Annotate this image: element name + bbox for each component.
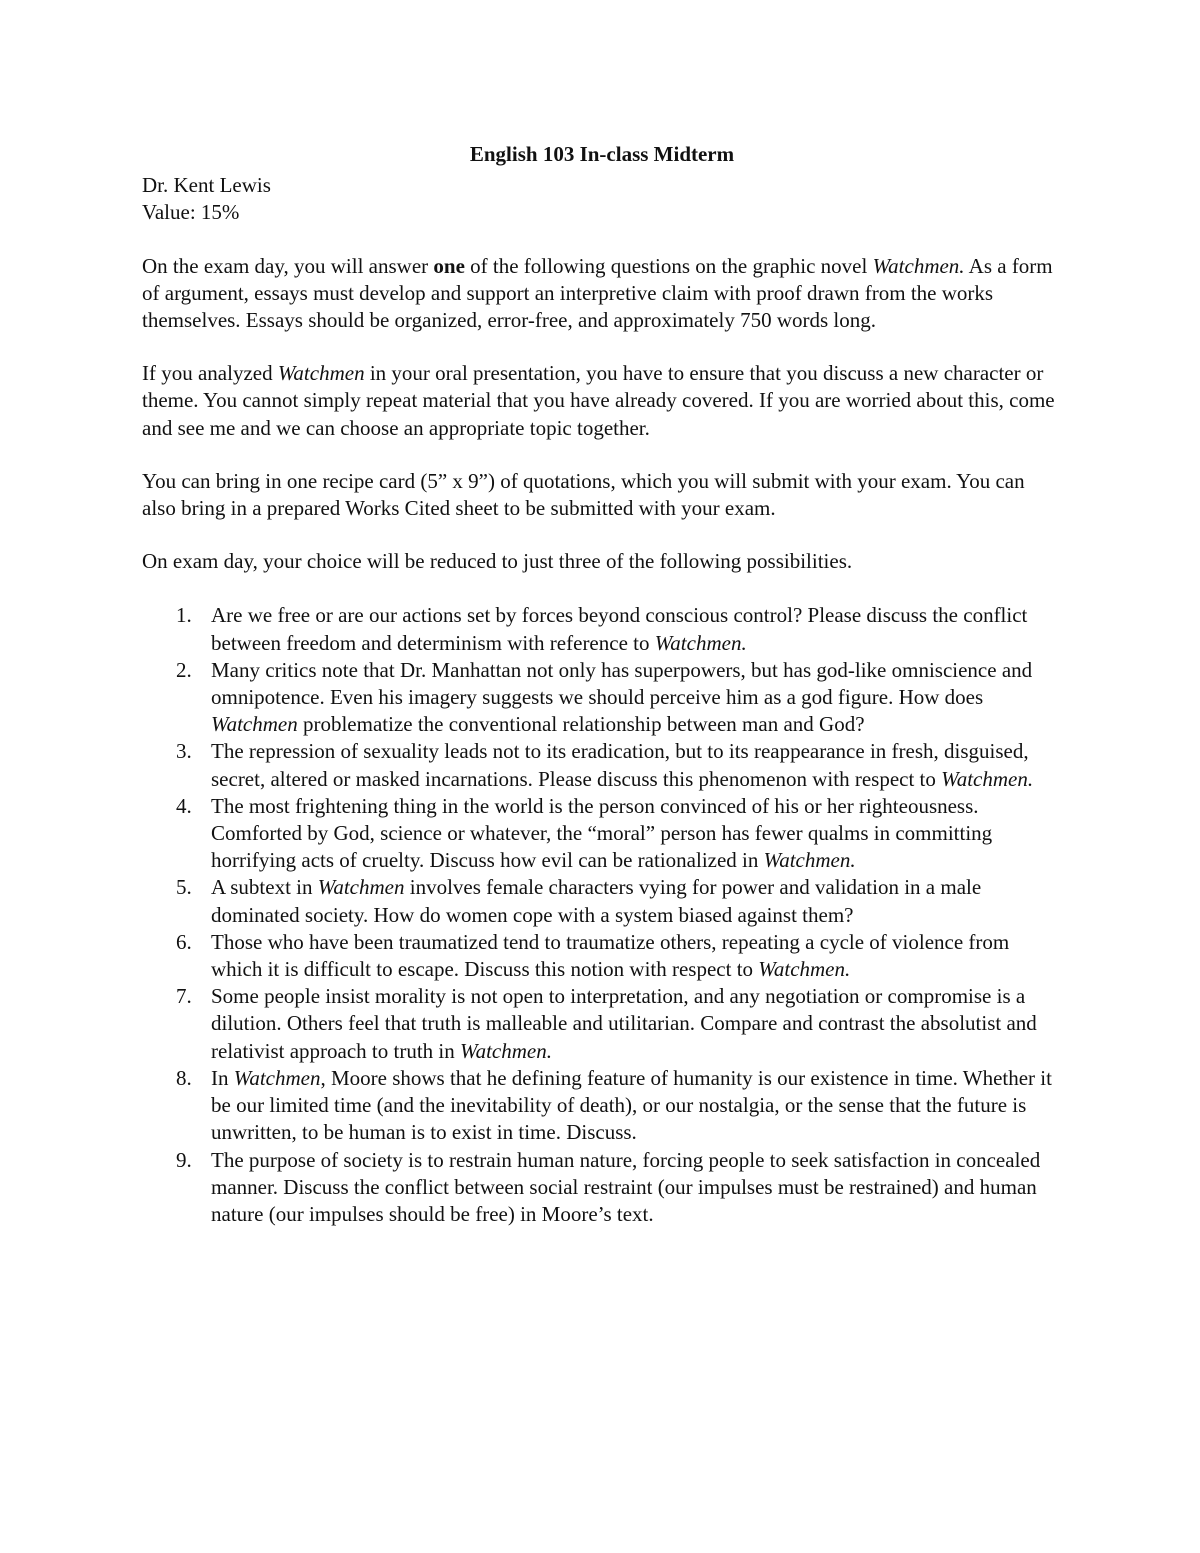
materials-paragraph: You can bring in one recipe card (5” x 9”) of quotations, which you will submit with your exam. You can also bring in a prepared Works Cited sheet to be submitted with your exam. (142, 468, 1025, 521)
question-text-continued: , Moore shows that he defining feature of humanity is our existence in time. Whether it be our limited time (and the inevitability of death), or our nostalgia, or the sense that the future is unwritten, to be human is to exist in time. Discuss. (211, 1065, 1052, 1145)
question-number: 4. (176, 793, 192, 818)
question-number: 2. (176, 657, 192, 682)
question-text: The purpose of society is to restrain human nature, forcing people to seek satisfaction in concealed manner. Discuss the conflict between social restraint (our impulses must be restrained) and human nature (our impulses should be free) in Moore’s text. (211, 1147, 1041, 1226)
question-book-title: Watchmen (317, 875, 405, 900)
question-item (142, 1147, 1062, 1229)
question-text: Are we free or are our actions set by forces beyond conscious control? Please discuss the conflict between freedom and determinism with reference to (211, 603, 1028, 655)
oral-text-2: in your oral presentation, you have to ensure that you discuss a new character or theme. You cannot simply repeat material that you have already covered. If you are worried about this, come and see me and we can choose an appropriate topic together. (142, 361, 1055, 440)
question-text: A subtext in (211, 875, 318, 900)
question-book-title: Watchmen. (654, 630, 747, 655)
question-text: Some people insist morality is not open to interpretation, and any negotiation or compromise is a dilution. Others feel that truth is malleable and utilitarian. Compare and contrast the absolutist and relativist approach to truth in (211, 984, 1037, 1063)
choice-paragraph: On exam day, your choice will be reduced to just three of the following possibilities. (142, 549, 853, 574)
question-number: 5. (176, 875, 192, 900)
question-book-title: Watchmen. (763, 848, 856, 873)
question-book-title: Watchmen. (758, 957, 851, 982)
document-title: English 103 In-class Midterm (469, 142, 735, 166)
oral-book-title: Watchmen (277, 361, 365, 386)
questions-list (142, 602, 1062, 1228)
intro-text-2: of the following questions on the graphic novel (464, 253, 873, 278)
question-number: 1. (176, 603, 192, 628)
question-item (142, 983, 1062, 1065)
oral-presentation-paragraph (142, 360, 1062, 442)
question-number: 9. (176, 1147, 192, 1172)
question-text-continued: problematize the conventional relationship between man and God? (297, 712, 865, 737)
question-book-title: Watchmen (211, 712, 298, 737)
intro-text-1: On the exam day, you will answer (142, 253, 434, 278)
intro-book-title: Watchmen. (872, 253, 965, 278)
question-item (142, 874, 1062, 928)
question-text: The repression of sexuality leads not to its eradication, but to its reappearance in fresh, disguised, secret, altered or masked incarnations. Please discuss this phenomenon with respect to (211, 739, 1029, 791)
document-body (142, 141, 1062, 1228)
question-number: 7. (176, 984, 192, 1009)
question-item (142, 929, 1062, 983)
intro-text-3: As a form of argument, essays must develop and support an interpretive claim with proof drawn from the works themselves. Essays should be organized, error-free, and approximately 750 words long. (142, 253, 1053, 333)
question-item (142, 738, 1062, 792)
question-item (142, 602, 1062, 656)
question-item (142, 657, 1062, 739)
instructor-name: Dr. Kent Lewis (142, 173, 271, 198)
question-text: Those who have been traumatized tend to traumatize others, repeating a cycle of violence from which it is difficult to escape. Discuss this notion with respect to (211, 929, 1010, 982)
exam-value: Value: 15% (142, 200, 240, 225)
oral-text-1: If you analyzed (142, 361, 278, 386)
question-number: 3. (176, 739, 192, 764)
question-item (142, 793, 1062, 875)
intro-paragraph (142, 253, 1062, 335)
question-book-title: Watchmen (233, 1065, 321, 1090)
question-item (142, 1065, 1062, 1147)
question-text-continued: involves female characters vying for power and validation in a male dominated society. How do women cope with a system biased against them? (211, 875, 982, 927)
intro-emphasis: one (433, 253, 465, 278)
question-number: 6. (176, 929, 192, 954)
question-text: The most frightening thing in the world is the person convinced of his or her righteousness. Comforted by God, science or whatever, the “moral” person has fewer qualms in committing horrifying acts of cruelty. Discuss how evil can be rationalized in (211, 793, 993, 873)
question-book-title: Watchmen. (460, 1038, 552, 1063)
question-text: In (211, 1065, 234, 1090)
question-book-title: Watchmen. (941, 766, 1034, 791)
question-number: 8. (176, 1065, 192, 1090)
question-text: Many critics note that Dr. Manhattan not only has superpowers, but has god-like omniscience and omnipotence. Even his imagery suggests we should perceive him as a god figure. How does (211, 657, 1033, 710)
